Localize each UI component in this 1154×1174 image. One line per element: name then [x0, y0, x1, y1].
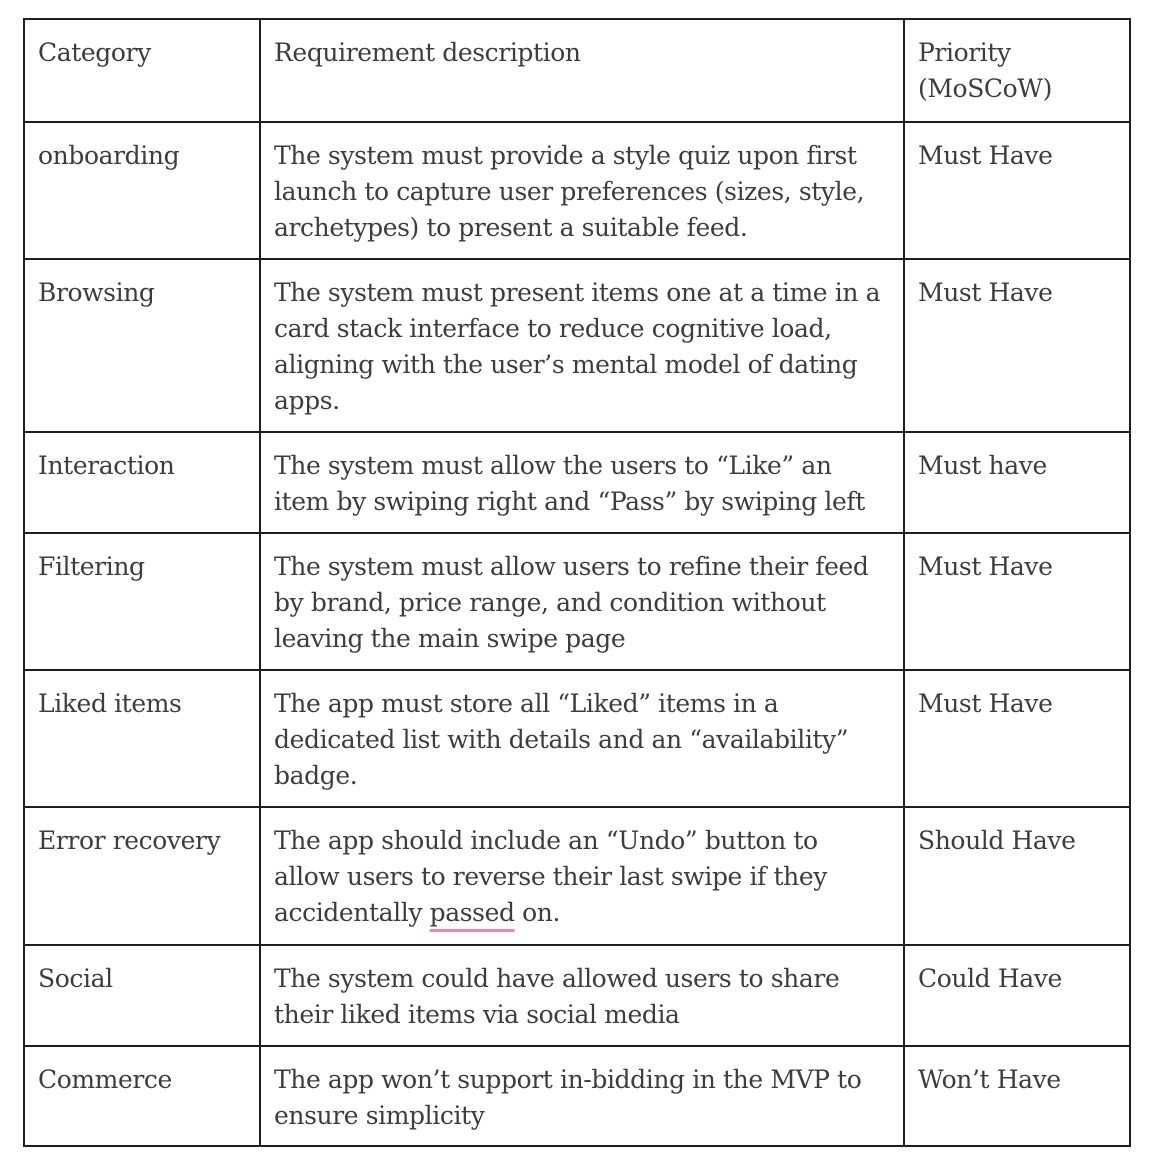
row-category: Filtering [24, 533, 260, 670]
description-text: The app should include an “Undo” button to allow users to reverse their last swipe if they accidentally [274, 826, 827, 927]
row-category: Commerce [24, 1046, 260, 1146]
row-priority: Won’t Have [904, 1046, 1130, 1146]
row-category: Social [24, 945, 260, 1046]
row-priority: Must Have [904, 259, 1130, 432]
header-category: Category [24, 19, 260, 122]
row-category: Liked items [24, 670, 260, 807]
table-row [24, 432, 1130, 533]
row-category: onboarding [24, 122, 260, 259]
row-description [260, 807, 904, 945]
row-description: The system must present items one at a time in a card stack interface to reduce cognitive load, aligning with the user’s mental model of dating apps. [260, 259, 904, 432]
table-row [24, 259, 1130, 432]
header-row [24, 19, 1130, 122]
row-priority: Must Have [904, 122, 1130, 259]
row-priority: Should Have [904, 807, 1130, 945]
row-description: The app won’t support in-bidding in the MVP to ensure simplicity [260, 1046, 904, 1146]
row-category: Browsing [24, 259, 260, 432]
table-row [24, 533, 1130, 670]
row-category: Interaction [24, 432, 260, 533]
spellcheck-flagged-word[interactable]: passed [429, 898, 515, 927]
row-description: The system must allow the users to “Like” an item by swiping right and “Pass” by swiping left [260, 432, 904, 533]
description-text: on. [514, 898, 561, 927]
row-description: The app must store all “Liked” items in a dedicated list with details and an “availability” badge. [260, 670, 904, 807]
row-priority: Must have [904, 432, 1130, 533]
row-description: The system could have allowed users to share their liked items via social media [260, 945, 904, 1046]
table-row [24, 122, 1130, 259]
row-category: Error recovery [24, 807, 260, 945]
table-row [24, 670, 1130, 807]
row-description: The system must allow users to refine their feed by brand, price range, and condition without leaving the main swipe page [260, 533, 904, 670]
row-priority: Must Have [904, 533, 1130, 670]
table-row [24, 807, 1130, 945]
table-row [24, 1046, 1130, 1146]
header-priority [904, 19, 1130, 122]
row-priority: Could Have [904, 945, 1130, 1046]
table-row [24, 945, 1130, 1046]
header-priority-method: (MoSCoW) [918, 74, 1052, 103]
header-priority-label: Priority [918, 38, 1011, 67]
requirements-table [23, 18, 1131, 1147]
header-description: Requirement description [260, 19, 904, 122]
row-description: The system must provide a style quiz upon first launch to capture user preferences (sizes, style, archetypes) to present a suitable feed. [260, 122, 904, 259]
row-priority: Must Have [904, 670, 1130, 807]
